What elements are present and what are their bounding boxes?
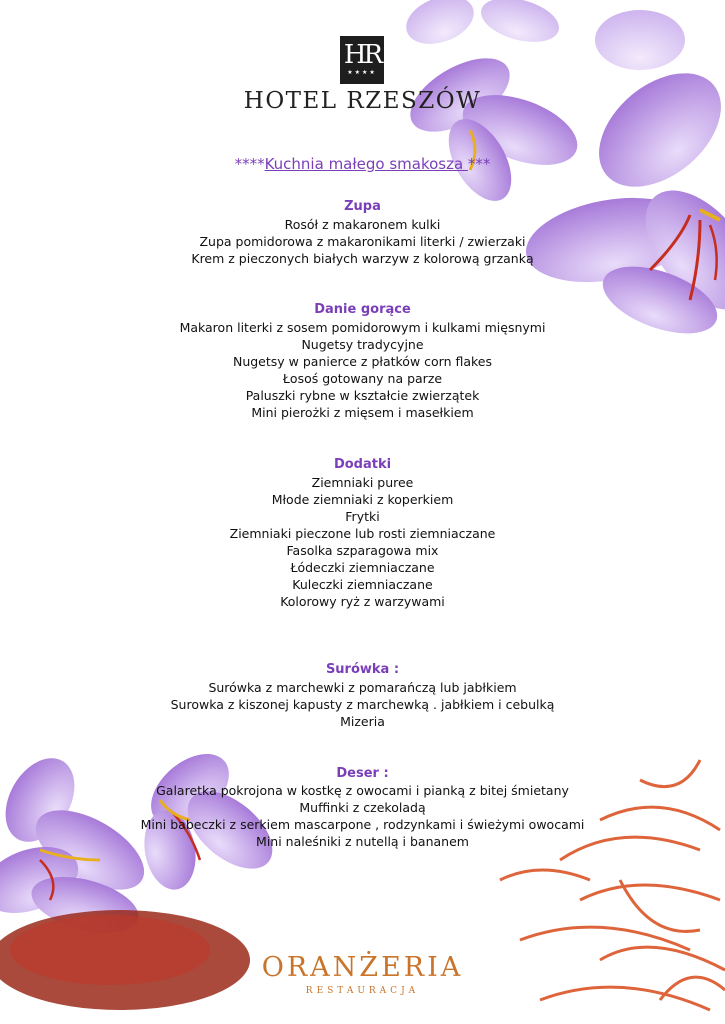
restaurant-brand: ORANŻERIA bbox=[261, 952, 464, 983]
menu-item: Frytki bbox=[345, 509, 380, 524]
menu-item: Fasolka szparagowa mix bbox=[286, 543, 439, 558]
restaurant-subtitle: RESTAURACJA bbox=[305, 986, 420, 996]
menu-item: Ziemniaki pieczone lub rosti ziemniaczane bbox=[229, 526, 496, 541]
menu-item: Paluszki rybne w kształcie zwierzątek bbox=[245, 388, 480, 403]
hotel-name: HOTEL RZESZÓW bbox=[243, 88, 482, 114]
title-prefix: **** bbox=[234, 155, 265, 173]
menu-item: Łódeczki ziemniaczane bbox=[290, 560, 435, 575]
menu-item: Galaretka pokrojona w kostkę z owocami i pianką z bitej śmietany bbox=[156, 783, 569, 798]
menu-item: Mizeria bbox=[340, 714, 385, 729]
menu-title bbox=[0, 155, 725, 173]
menu-item: Ziemniaki puree bbox=[311, 475, 414, 490]
title-suffix: *** bbox=[467, 155, 491, 173]
menu-item: Mini pierożki z mięsem i masełkiem bbox=[251, 405, 474, 420]
menu-item: Rosół z makaronem kulki bbox=[284, 217, 441, 232]
section-heading: Zupa bbox=[344, 199, 381, 214]
menu-item: Mini babeczki z serkiem mascarpone , rodzynkami i świeżymi owocami bbox=[140, 817, 585, 832]
section-heading: Surówka : bbox=[325, 662, 400, 677]
title-main: Kuchnia małego smakosza bbox=[264, 155, 468, 173]
hotel-logo bbox=[340, 36, 384, 84]
menu-item: Krem z pieczonych białych warzyw z kolorową grzanką bbox=[191, 251, 534, 266]
menu-item: Surowka z kiszonej kapusty z marchewką . jabłkiem i cebulką bbox=[170, 697, 555, 712]
menu-item: Łosoś gotowany na parze bbox=[282, 371, 443, 386]
top-right-flowers bbox=[398, 0, 725, 347]
menu-item: Nugetsy tradycyjne bbox=[301, 337, 424, 352]
menu-item: Kolorowy ryż z warzywami bbox=[280, 594, 445, 609]
logo-stars: ★★★★ bbox=[347, 69, 377, 76]
menu-item: Muffinki z czekoladą bbox=[299, 800, 426, 815]
menu-item: Surówka z marchewki z pomarańczą lub jabłkiem bbox=[208, 680, 517, 695]
menu-item: Mini naleśniki z nutellą i bananem bbox=[256, 834, 469, 849]
section-heading: Dodatki bbox=[333, 457, 392, 472]
menu-item: Makaron literki z sosem pomidorowym i kulkami mięsnymi bbox=[179, 320, 546, 335]
menu-item: Młode ziemniaki z koperkiem bbox=[271, 492, 454, 507]
menu-item: Zupa pomidorowa z makaronikami literki / zwierzaki bbox=[199, 234, 526, 249]
menu-item: Kuleczki ziemniaczane bbox=[292, 577, 433, 592]
menu-item: Nugetsy w panierce z płatków corn flakes bbox=[232, 354, 493, 369]
section-heading: Danie gorące bbox=[314, 302, 411, 317]
section-heading: Deser : bbox=[336, 766, 389, 781]
logo-mark: HR bbox=[343, 40, 381, 70]
